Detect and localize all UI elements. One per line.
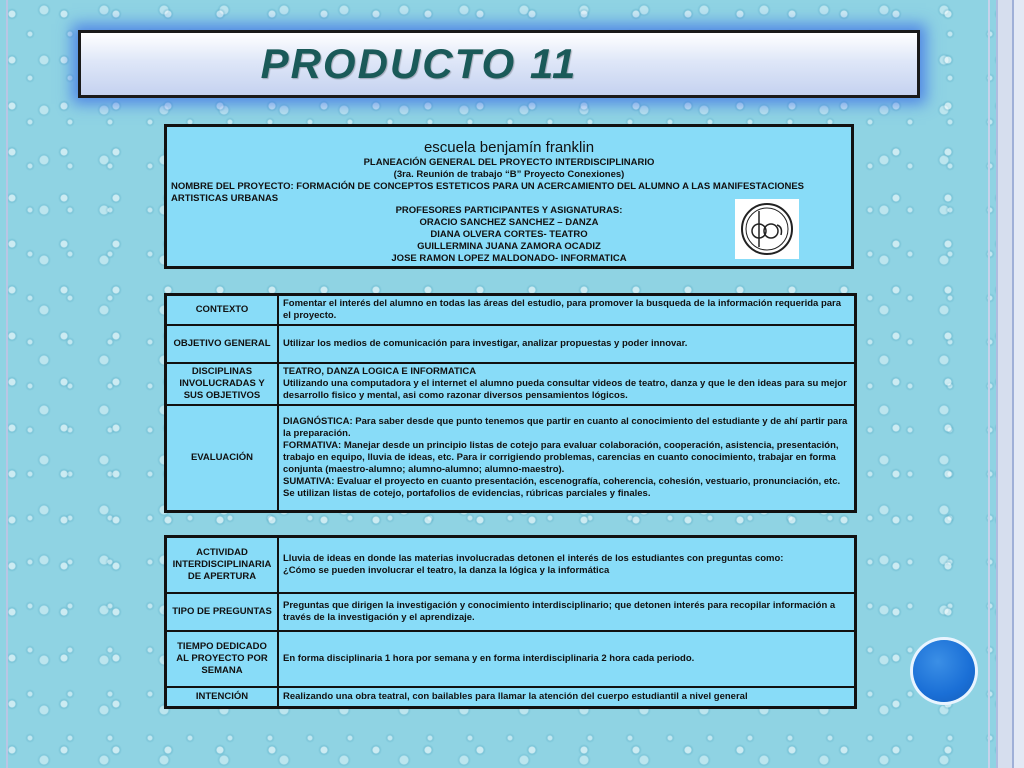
row-text: Fomentar el interés del alumno en todas las áreas del estudio, para promover la busqueda de la información requerida para el proyecto.: [283, 298, 842, 321]
teacher-item: JOSE RAMON LOPEZ MALDONADO- INFORMATICA: [391, 253, 627, 264]
school-name: escuela benjamín franklin: [423, 139, 595, 156]
row-content: [278, 687, 856, 708]
table-row: [166, 593, 856, 631]
table-row: [166, 405, 856, 512]
row-label: OBJETIVO GENERAL: [166, 325, 279, 363]
row-text: ¿Cómo se pueden involucrar el teatro, la danza la lógica y la informática: [283, 565, 610, 576]
row-label: DISCIPLINAS INVOLUCRADAS Y SUS OBJETIVOS: [166, 363, 279, 405]
slide-title: PRODUCTO 11: [260, 40, 578, 87]
row-text: SUMATIVA: Evaluar el proyecto en cuanto presentación, escenografía, coherencia, cohesión, vestuario, pronunciación, etc.: [283, 476, 841, 487]
table-row: [166, 363, 856, 405]
row-text: FORMATIVA: Manejar desde un principio listas de cotejo para evaluar colaboración, cooperación, asistencia, presentación, trabajo en equipo, lluvia de ideas, etc. Para ir corrigiendo problemas, carencias en cuanto conocimiento, trabajar en forma conjunta (maestro-alumno; alumno-alumno; alumno-maestro).: [283, 440, 839, 475]
row-text: Utilizar los medios de comunicación para investigar, analizar propuestas y poder innovar.: [283, 338, 688, 349]
row-label: CONTEXTO: [166, 295, 279, 326]
row-content: [278, 537, 856, 594]
row-text: Se utilizan listas de cotejo, portafolios de evidencias, rúbricas parciales y finales.: [283, 488, 651, 499]
project-header: [164, 124, 854, 269]
decorative-blue-circle: [913, 640, 975, 702]
title-banner: [78, 30, 920, 98]
row-text: Realizando una obra teatral, con bailables para llamar la atención del cuerpo estudiantil a nivel general: [283, 691, 748, 702]
table-row: [166, 325, 856, 363]
table-row: [166, 687, 856, 708]
row-label: ACTIVIDAD INTERDISCIPLINARIA DE APERTURA: [166, 537, 279, 594]
table-row: [166, 295, 856, 326]
row-content: [278, 325, 856, 363]
row-label: EVALUACIÓN: [166, 405, 279, 512]
row-text: TEATRO, DANZA LOGICA E INFORMATICA: [283, 366, 477, 377]
row-label: TIEMPO DEDICADO AL PROYECTO POR SEMANA: [166, 631, 279, 687]
row-content: [278, 295, 856, 326]
row-content: [278, 631, 856, 687]
table-row: [166, 537, 856, 594]
project-name: NOMBRE DEL PROYECTO: FORMACIÓN DE CONCEPTOS ESTETICOS PARA UN ACERCAMIENTO DEL ALUMNO A LAS MANIFESTACIONES ARTISTICAS URBANAS: [171, 181, 805, 204]
row-content: [278, 593, 856, 631]
row-text: Preguntas que dirigen la investigación y conocimiento interdisciplinario; que detonen interés para recopilar información a través de la investigación y el aprendizaje.: [283, 600, 836, 623]
teacher-item: DIANA OLVERA CORTES- TEATRO: [430, 229, 588, 240]
left-border-line: [6, 0, 8, 768]
row-label: TIPO DE PREGUNTAS: [166, 593, 279, 631]
teacher-item: ORACIO SANCHEZ SANCHEZ – DANZA: [419, 217, 599, 228]
planning-table-2: [164, 535, 857, 709]
table-row: [166, 631, 856, 687]
row-label: INTENCIÓN: [166, 687, 279, 708]
row-text: DIAGNÓSTICA: Para saber desde que punto tenemos que partir en cuanto al conocimiento del estudiante y de ahí partir para la preparación.: [283, 416, 848, 439]
teachers-title: PROFESORES PARTICIPANTES Y ASIGNATURAS:: [395, 205, 623, 216]
right-decorative-stripes: [978, 0, 1024, 768]
row-text: Lluvia de ideas en donde las materias involucradas detonen el interés de los estudiantes con preguntas como:: [283, 553, 784, 564]
teacher-item: GUILLERMINA JUANA ZAMORA OCADIZ: [417, 241, 601, 252]
row-text: Utilizando una computadora y el internet el alumno pueda consultar videos de teatro, danza y que le den ideas para su mejor desarrollo fisico y mental, asi como razonar diversos pensamientos lógicos.: [283, 378, 847, 401]
school-logo: [735, 199, 799, 259]
planning-title: PLANEACIÓN GENERAL DEL PROYECTO INTERDISCIPLINARIO: [363, 157, 655, 168]
planning-table-1: [164, 293, 857, 513]
school-logo-icon: [737, 201, 797, 257]
row-content: [278, 363, 856, 405]
row-content: [278, 405, 856, 512]
row-text: En forma disciplinaria 1 hora por semana y en forma interdisciplinaria 2 hora cada periodo.: [283, 653, 695, 664]
meeting-subtitle: (3ra. Reunión de trabajo “B” Proyecto Conexiones): [393, 169, 625, 180]
